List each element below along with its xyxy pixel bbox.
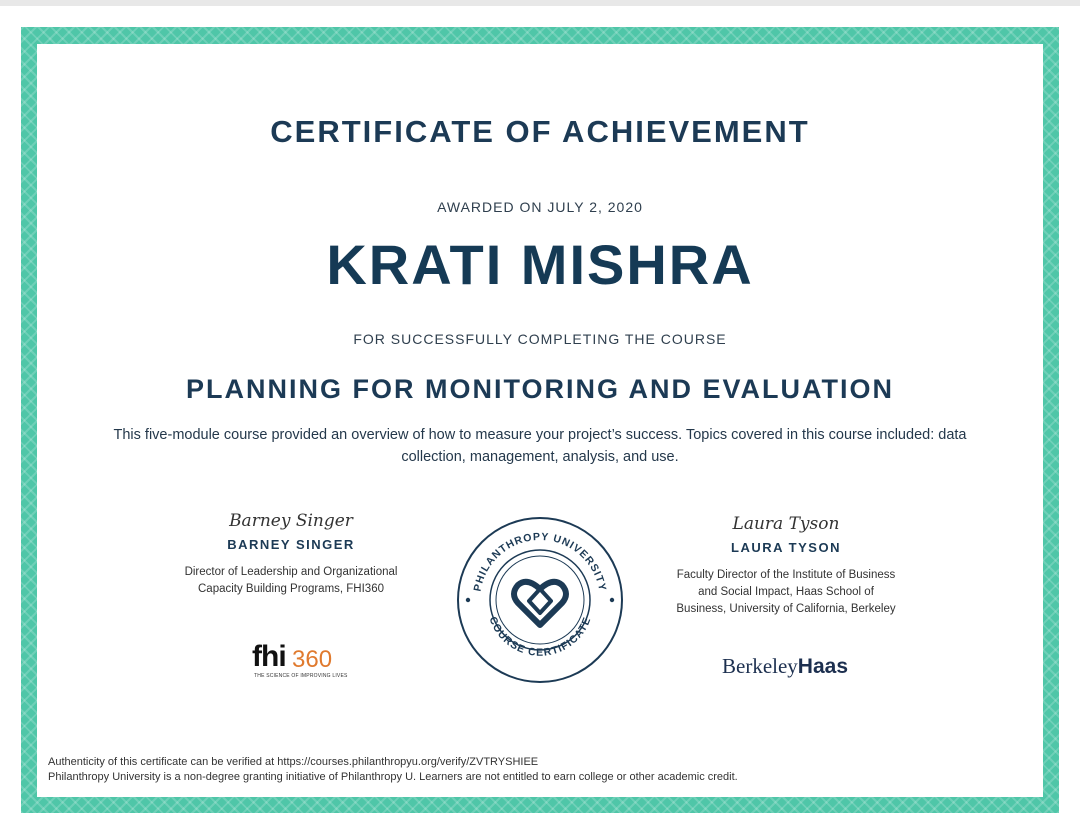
- completion-statement: FOR SUCCESSFULLY COMPLETING THE COURSE: [353, 331, 727, 347]
- fhi360-logo: [250, 640, 348, 682]
- disclaimer-note: Philanthropy University is a non-degree granting initiative of Philanthropy U. Learners are not entitled to earn college or other academic credit.: [48, 771, 738, 783]
- course-title: PLANNING FOR MONITORING AND EVALUATION: [186, 374, 894, 404]
- signature-laura-tyson: Laura Tyson: [732, 514, 840, 534]
- signatory-role-left: Director of Leadership and Organizational Capacity Building Programs, FHI360: [184, 566, 398, 595]
- berkeley-logo-text: Berkeley: [722, 654, 798, 678]
- berkeley-haas-logo: [690, 654, 880, 679]
- signatory-role-right: Faculty Director of the Institute of Business and Social Impact, Haas School of Business, University of California, Berkeley: [676, 569, 896, 615]
- fhi360-logo-tagline: THE SCIENCE OF IMPROVING LIVES: [254, 673, 348, 679]
- signatory-right: [672, 514, 900, 618]
- signature-barney-singer: Barney Singer: [229, 511, 353, 531]
- course-description: This five-module course provided an overview of how to measure your project’s success. Topics covered in this course included: data collection, management, analysis, and use.: [113, 427, 967, 465]
- heart-logo-icon: [514, 582, 566, 625]
- awarded-date: AWARDED ON JULY 2, 2020: [437, 199, 643, 215]
- seal-bottom-text: COURSE CERTIFICATE: [486, 615, 594, 659]
- fhi360-logo-main: fhi: [252, 640, 286, 673]
- philanthropy-university-seal: [455, 515, 625, 685]
- certificate-title: CERTIFICATE OF ACHIEVEMENT: [270, 114, 810, 149]
- top-bar: [0, 0, 1080, 6]
- seal-top-text: PHILANTHROPY UNIVERSITY: [471, 530, 609, 593]
- signatory-name-left: BARNEY SINGER: [227, 537, 355, 552]
- certificate-footer: [48, 755, 738, 785]
- signatory-left: [180, 511, 402, 598]
- haas-logo-text: Haas: [797, 655, 848, 678]
- verification-note: Authenticity of this certificate can be verified at https://courses.philanthropyu.org/verify/ZVTRYSHIEE: [48, 756, 539, 768]
- signatory-name-right: LAURA TYSON: [731, 540, 841, 555]
- fhi360-logo-number: 360: [292, 646, 333, 673]
- recipient-name: KRATI MISHRA: [326, 233, 754, 296]
